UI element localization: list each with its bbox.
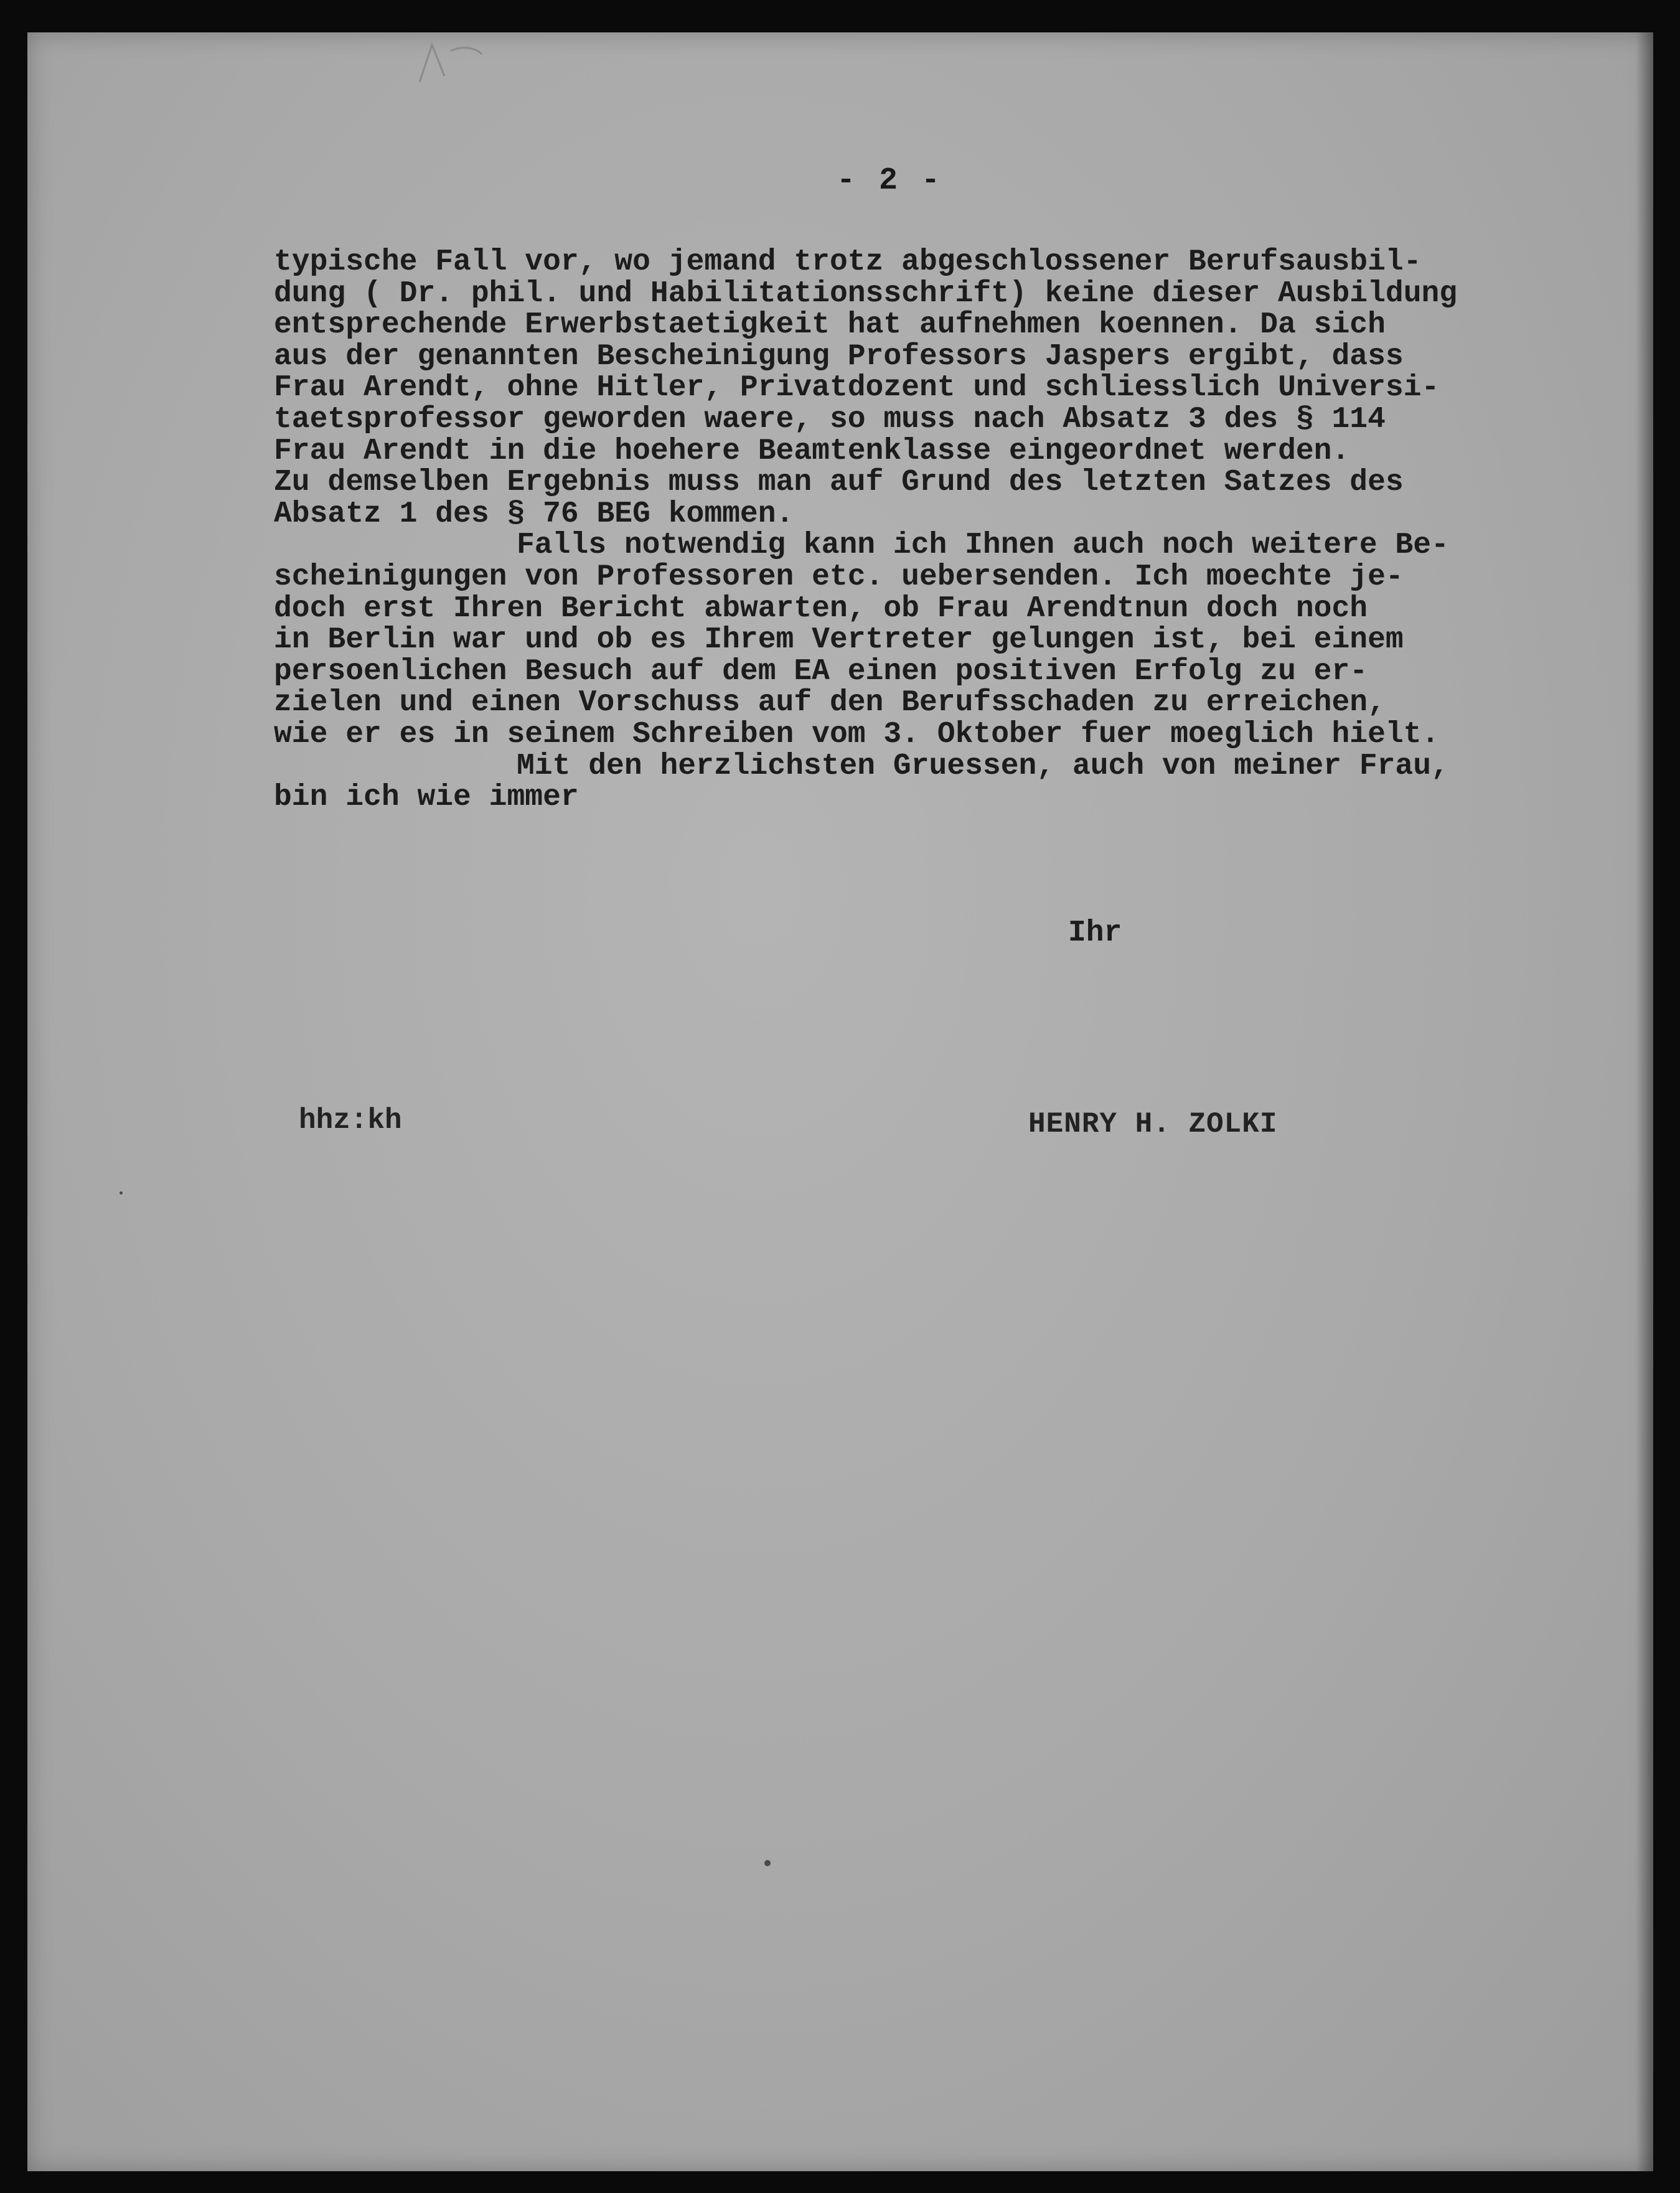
letter-line: persoenlichen Besuch auf dem EA einen positiven Erfolg zu er- — [274, 654, 1368, 688]
letter-line: taetsprofessor geworden waere, so muss nach Absatz 3 des § 114 — [274, 402, 1386, 436]
page-edge-shadow — [1636, 32, 1653, 2171]
pencil-mark-icon — [413, 39, 488, 88]
document-page — [27, 32, 1653, 2171]
closing-salutation: Ihr — [1068, 916, 1122, 950]
letter-line: zielen und einen Vorschuss auf den Berufsschaden zu erreichen, — [274, 686, 1386, 720]
letter-line: entsprechende Erwerbstaetigkeit hat aufnehmen koennen. Da sich — [274, 308, 1386, 342]
letter-line: dung ( Dr. phil. und Habilitationsschrift) keine dieser Ausbildung — [274, 276, 1458, 311]
letter-line: wie er es in seinem Schreiben vom 3. Oktober fuer moeglich hielt. — [274, 717, 1440, 751]
letter-line: Falls notwendig kann ich Ihnen auch noch weitere Be- — [517, 528, 1449, 563]
letter-line: Frau Arendt in die hoehere Beamtenklasse eingeordnet werden. — [274, 434, 1350, 468]
letter-line: Absatz 1 des § 76 BEG kommen. — [274, 497, 794, 531]
letter-line: bin ich wie immer — [274, 781, 579, 815]
letter-line: doch erst Ihren Bericht abwarten, ob Frau Arendtnun doch noch — [274, 591, 1368, 626]
letter-line: Mit den herzlichsten Gruessen, auch von meiner Frau, — [517, 749, 1449, 783]
page-number: - 2 - — [837, 163, 943, 199]
letter-line: scheinigungen von Professoren etc. uebersenden. Ich moechte je- — [274, 560, 1404, 594]
reference-initials: hhz:kh — [299, 1104, 402, 1137]
letter-line: Zu demselben Ergebnis muss man auf Grund des letzten Satzes des — [274, 466, 1404, 500]
paper-speck — [764, 1860, 771, 1866]
letter-line: in Berlin war und ob es Ihrem Vertreter gelungen ist, bei einem — [274, 623, 1404, 657]
letter-line: typische Fall vor, wo jemand trotz abgeschlossener Berufsausbil- — [274, 245, 1422, 279]
letter-body — [274, 247, 1631, 814]
letter-line: Frau Arendt, ohne Hitler, Privatdozent und schliesslich Universi- — [274, 371, 1440, 405]
paper-speck — [120, 1191, 123, 1195]
letter-line: aus der genannten Bescheinigung Professors Jaspers ergibt, dass — [274, 339, 1404, 373]
signature-name: HENRY H. ZOLKI — [1028, 1108, 1278, 1140]
